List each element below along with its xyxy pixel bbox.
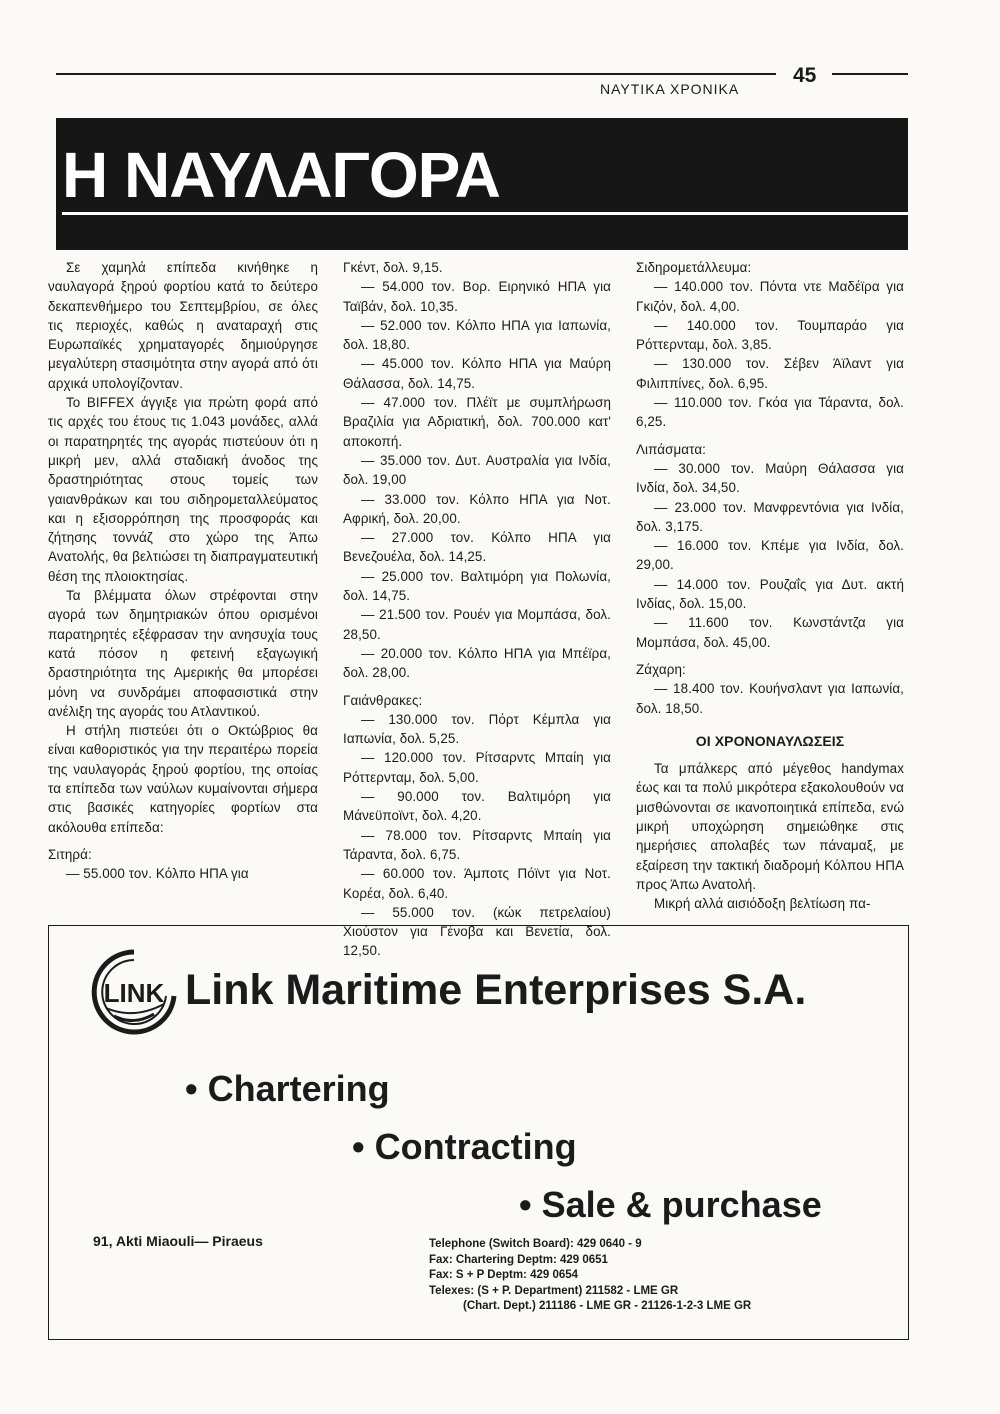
service-contracting: • Contracting xyxy=(352,1126,577,1167)
header-rule-left xyxy=(56,73,776,75)
intro-paragraph: Σε χαμηλά επίπεδα κινήθηκε η ναυλαγορά ξηρού φορτίου κατά το δεύτερο δεκαπενθήμερο του Σεπτεμβρίου, σε όλες τις περιοχές, καθώς η αναταραχή στις Ευρωπαϊκές χρηματαγορές δημιούργησε μεγαλύτερη στασιμότητα στην αγορά από ότι αρχικά υπολογίζονταν. xyxy=(48,260,318,391)
fax-chartering-line: Fax: Chartering Deptm: 429 0651 xyxy=(429,1253,608,1266)
telex-chart-line: (Chart. Dept.) 211186 - LME GR - 21126-1-2-3 LME GR xyxy=(463,1300,752,1313)
advertisement-box xyxy=(48,925,909,1340)
grain-item: — 54.000 τον. Βορ. Ειρηνικό ΗΠΑ για Ταϊβάν, δολ. 10,35. xyxy=(343,279,611,314)
october-paragraph: Η στήλη πιστεύει ότι ο Οκτώβριος θα είναι καθοριστικός για την περαιτέρω πορεία της ναυλαγοράς ξηρού φορτίου, της οποίας τα επίπεδα των ναύλων κυμαίνονται σήμερα στις βασικές κατηγορίες φορτίων στα ακόλουθα επίπεδα: xyxy=(48,723,318,835)
coal-item: — 55.000 τον. (κώκ πετρελαίου) Χιούστον για Γένοβα και Βενετία, δολ. 12,50. xyxy=(343,904,611,959)
grain-market-paragraph: Τα βλέμματα όλων στρέφονται στην αγορά των δημητριακών όπου ορισμένοι παρατηρητές εξέφρασαν την ανησυχία τους κατά πόσον η φετεινή εξαγωγική δραστηριότητα της Αμερικής θα μπορέσει μόνη να συνδράμει αποφασιστικά στην ανέλιξη της αγοράς του Ατλαντικού. xyxy=(48,588,318,719)
ore-item: — 130.000 τον. Σέβεν Άϊλαντ για Φιλιππίνες, δολ. 6,95. xyxy=(636,356,904,391)
coal-item: — 78.000 τον. Ρίτσαρντς Μπαίη για Τάραντα, δολ. 6,75. xyxy=(343,827,611,862)
grain-item: — 25.000 τον. Βαλτιμόρη για Πολωνία, δολ. 14,75. xyxy=(343,568,611,604)
column-1 xyxy=(48,258,318,884)
service-chartering: • Chartering xyxy=(185,1068,390,1109)
biffex-paragraph: Το BIFFEX άγγιξε για πρώτη φορά από τις αρχές του έτους τις 1.043 μονάδες, αλλά οι παρατηρητές της αγοράς πιστεύουν ότι η μικρή μεν, αλλά σταδιακή άνοδος της δραστηριότητας στους τομείς των γαιανθράκων και του σιδηρομεταλλεύματος και η εξισορρόπηση της προσφοράς και ζήτησης τοννάζ στο χώρο της Άπω Ανατολής, θα βελτιώσει τη διαπραγματευτική θέση της πλοιοκτησίας. xyxy=(48,395,318,584)
grain-item: — 21.500 τον. Ρουέν για Μομπάσα, δολ. 28,50. xyxy=(343,607,611,642)
sugar-heading: Ζάχαρη: xyxy=(636,661,686,677)
ore-item: — 110.000 τον. Γκόα για Τάραντα, δολ. 6,25. xyxy=(636,395,904,430)
coal-heading: Γαιάνθρακες: xyxy=(343,692,423,708)
fertilizer-item: — 16.000 τον. Κπέμε για Ινδία, δολ. 29,00. xyxy=(636,538,904,573)
fertilizer-item: — 14.000 τον. Ρουζαΐς για Δυτ. ακτή Ινδίας, δολ. 15,00. xyxy=(636,576,904,612)
sugar-item: — 18.400 τον. Κουήνσλαντ για Ιαπωνία, δολ. 18,50. xyxy=(636,681,904,716)
coal-item: — 90.000 τον. Βαλτιμόρη για Μάνεϋποϊντ, δολ. 4,20. xyxy=(343,789,611,824)
timecharter-paragraph: Τα μπάλκερς από μέγεθος handymax έως και τα πολύ μικρότερα εξακολουθούν να μισθώνονται σε ικανοποιητικά επίπεδα, ενώ μικρή υποχώρηση σημειώθηκε στις ημερήσιες απολαβές των πάναμαξ, με εξαίρεση την τακτική διαδρομή Κόλπου ΗΠΑ προς Άπω Ανατολή. xyxy=(636,761,904,892)
grain-item: — 45.000 τον. Κόλπο ΗΠΑ για Μαύρη Θάλασσα, δολ. 14,75. xyxy=(343,356,611,391)
banner-underline xyxy=(62,212,908,215)
fertilizer-item: — 23.000 τον. Μανφρεντόνια για Ινδία, δολ. 3,175. xyxy=(636,499,904,534)
grain-heading: Σιτηρά: xyxy=(48,846,92,862)
grain-item: — 33.000 τον. Κόλπο ΗΠΑ για Νοτ. Αφρική, δολ. 20,00. xyxy=(343,491,611,526)
grain-item: — 52.000 τον. Κόλπο ΗΠΑ για Ιαπωνία, δολ. 18,80. xyxy=(343,317,611,353)
ore-item: — 140.000 τον. Τουμπαράο για Ρόττερνταμ, δολ. 3,85. xyxy=(636,317,904,353)
coal-item: — 60.000 τον. Άμποτς Πόϊντ για Νοτ. Κορέα, δολ. 6,40. xyxy=(343,866,611,901)
coal-item: — 130.000 τον. Πόρτ Κέμπλα για Ιαπωνία, δολ. 5,25. xyxy=(343,711,611,747)
link-logo-icon xyxy=(84,946,184,1041)
grain-item: — 20.000 τον. Κόλπο ΗΠΑ για Μπέϊρα, δολ. 28,00. xyxy=(343,645,611,681)
running-title: ΝΑΥΤΙΚΑ ΧΡΟΝΙΚΑ xyxy=(600,81,740,97)
fertilizer-item: — 30.000 τον. Μαύρη Θάλασσα για Ινδία, δολ. 34,50. xyxy=(636,460,904,496)
grain-item: — 55.000 τον. Κόλπο ΗΠΑ για xyxy=(66,866,249,882)
ore-item: — 140.000 τον. Πόντα ντε Μαδέϊρα για Γκιζόν, δολ. 4,00. xyxy=(636,279,904,314)
svg-text:LINK: LINK xyxy=(103,978,165,1008)
section-title: Η ΝΑΥΛΑΓΟΡΑ xyxy=(62,139,500,211)
service-sale-purchase: • Sale & purchase xyxy=(519,1184,822,1225)
page-number: 45 xyxy=(793,64,817,87)
grain-item: — 47.000 τον. Πλέϊτ με συμπλήρωση Βραζιλία για Αδριατική, δολ. 700.000 κατ' αποκοπή. xyxy=(343,395,611,449)
ore-heading: Σιδηρομετάλλευμα: xyxy=(636,260,752,275)
timecharter-paragraph: Μικρή αλλά αισιόδοξη βελτίωση πα- xyxy=(654,896,871,912)
grain-item: — 35.000 τον. Δυτ. Αυστραλία για Ινδία, δολ. 19,00 xyxy=(343,452,611,488)
coal-item: — 120.000 τον. Ρίτσαρντς Μπαίη για Ρόττερνταμ, δολ. 5,00. xyxy=(343,750,611,785)
telex-sp-line: Telexes: (S + P. Department) 211582 - LME GR xyxy=(429,1284,679,1297)
fertilizer-heading: Λιπάσματα: xyxy=(636,441,706,457)
column-3 xyxy=(636,258,904,914)
timecharter-heading: ΟΙ ΧΡΟΝΟΝΑΥΛΩΣΕΙΣ xyxy=(695,732,845,749)
fax-sp-line: Fax: S + P Deptm: 429 0654 xyxy=(429,1269,579,1282)
company-name: Link Maritime Enterprises S.A. xyxy=(185,966,807,1014)
column-2 xyxy=(343,258,611,961)
company-address: 91, Akti Miaouli— Piraeus xyxy=(93,1233,263,1249)
header-rule-right xyxy=(832,73,908,75)
contact-details xyxy=(429,1237,751,1315)
grain-item-continued: Γκέντ, δολ. 9,15. xyxy=(343,260,443,275)
telephone-line: Telephone (Switch Board): 429 0640 - 9 xyxy=(429,1238,642,1250)
section-banner xyxy=(56,118,908,250)
grain-item: — 27.000 τον. Κόλπο ΗΠΑ για Βενεζουέλα, δολ. 14,25. xyxy=(343,530,611,565)
fertilizer-item: — 11.600 τον. Κωνστάντζα για Μομπάσα, δολ. 45,00. xyxy=(636,615,904,650)
